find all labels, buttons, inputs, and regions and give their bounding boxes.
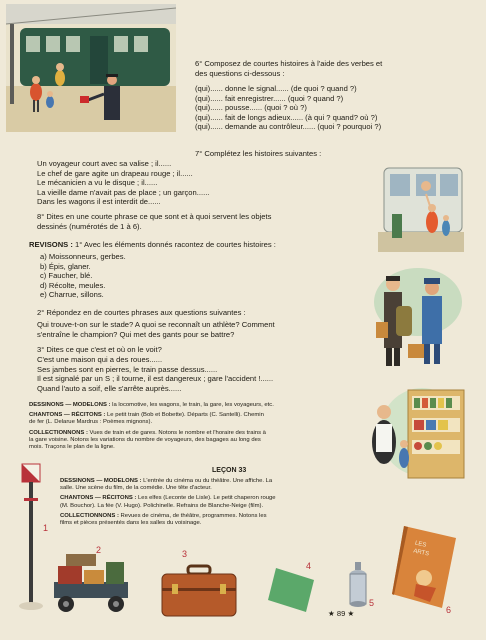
revisons-intro <box>29 240 276 250</box>
train-station-illustration <box>6 4 176 132</box>
exercise-6-line: (qui)...... pousse...... (quoi ? où ?) <box>195 103 307 113</box>
lecon-dessinons-text-2: salle. Une scène du film, de la comédie. Une tête d'acteur. <box>60 485 212 492</box>
revisons-q3: 3° Dites ce que c'est et où on le voit? <box>37 345 162 354</box>
chantons-text-2: de fer (L. Delarue Mardrus : Poèmes mignons). <box>29 419 153 426</box>
exercise-7-line: Un voyageur court avec sa valise ; il...... <box>37 159 172 168</box>
exercise-6-intro-line-1: 6° Composez de courtes histoires à l'aide des verbes et <box>195 59 383 68</box>
level-crossing-sign-illustration <box>16 462 49 612</box>
station-kiosk-illustration <box>362 382 466 494</box>
exercise-7-title: 7° Complétez les histoires suivantes : <box>195 149 322 158</box>
lecon-block <box>60 478 276 527</box>
book-cover-word-2: ARTS <box>412 548 430 558</box>
exercise-6-line: (qui)...... fait de longs adieux...... (à qui ? quand? où ?) <box>195 112 378 122</box>
oil-can-illustration <box>346 562 370 608</box>
collectionnons-line <box>29 430 274 437</box>
lecon-chantons-label: CHANTONS — RÉCITONS : <box>60 495 137 502</box>
revisons-item: b) Épis, glaner. <box>40 261 91 271</box>
revisons-q2-line: s'entraîne le champion? Qui met des gants pour se battre? <box>37 329 235 339</box>
lecon-chantons-text-2: (M. Bouchor). La fée (V. Hugo). Polichinelle. Refrains de Blanche-Neige (film). <box>60 502 264 509</box>
activities-block <box>29 402 274 451</box>
collectionnons-text-1: Vues de train et de gares. Notons le nombre et l'horaire des trains à <box>89 429 266 436</box>
lecon-dessinons-text-1: L'entrée du cinéma ou du théâtre. Une affiche. La <box>143 478 273 484</box>
exercise-6-line: (qui)...... fait enregistrer...... (quoi ? quand ?) <box>195 93 344 103</box>
exercise-7-line: Le chef de gare agite un drapeau rouge ; il...... <box>37 168 193 178</box>
exercise-7-line: Dans les wagons il est interdit de...... <box>37 197 161 207</box>
chantons-text-1: Le petit train (Bob et Bobette). Départs (C. Santelli). Chemin <box>107 412 264 419</box>
revisons-q3-line: Il est signalé par un S ; il tourne, il est dangereux ; gare l'accident !...... <box>37 374 274 384</box>
lecon-dessinons-label: DESSINONS — MODELONS : <box>60 478 142 484</box>
revisons-q3-line: Quand l'auto a soif, elle s'arrête auprès...... <box>37 383 182 393</box>
revisons-q3-line: C'est une maison qui a des roues...... <box>37 355 163 364</box>
revisons-item: c) Faucher, blé. <box>40 271 93 281</box>
dessinons-label: DESSINONS — MODELONS : <box>29 402 111 408</box>
revisons-heading: REVISONS : <box>29 240 73 249</box>
chantons-line <box>29 412 274 419</box>
page-number: ★ 89 ★ <box>328 609 355 618</box>
exercise-8 <box>37 212 271 231</box>
exercise-7-line: La vieille dame n'avait pas de place ; un garçon...... <box>37 187 210 197</box>
book-les-arts-illustration <box>390 522 460 612</box>
collectionnons-text-3: mois. Traçons le plan de la ligne. <box>29 444 115 451</box>
exercise-7-list <box>37 159 209 207</box>
revisons-q2-line: Qui trouve-t-on sur le stade? A quoi se reconnaît un athlète? Comment <box>37 320 275 329</box>
suitcase-illustration <box>160 564 238 618</box>
book-cover-title <box>413 540 432 559</box>
exercise-6 <box>195 59 382 78</box>
revisons-q3-lines <box>37 355 273 393</box>
object-number-6: 6 <box>446 605 452 615</box>
object-number-3: 3 <box>182 549 188 559</box>
lecon-chantons-text-1: Les elfes (Leconte de Lisle). Le petit chaperon rouge <box>138 495 276 502</box>
exercise-6-line: (qui)...... donne le signal...... (de quoi ? quand ?) <box>195 84 357 93</box>
lecon-dessinons-line <box>60 478 276 485</box>
collectionnons-text-2: la gare voisine. Notons les variations du nombre de voyageurs, des bagages au long des <box>29 436 261 443</box>
revisons-q2-lines <box>37 320 275 339</box>
exercise-6-line: (qui)...... demande au contrôleur...... (quoi ? pourquoi ?) <box>195 122 382 132</box>
train-window-farewell-illustration <box>378 166 464 252</box>
object-number-4: 4 <box>306 561 312 571</box>
lecon-collectionnons-text-1: Revues de cinéma, de théâtre, programmes. Notons les <box>120 512 267 519</box>
porter-and-traveler-illustration <box>370 262 466 374</box>
exercise-6-list <box>195 84 381 132</box>
exercise-6-intro-line-2: des questions ci-dessous : <box>195 68 285 78</box>
revisons-item: d) Récolte, meules. <box>40 280 106 290</box>
lecon-collectionnons-text-2: films et pièces présentés dans les salles du voisinage. <box>60 520 202 527</box>
revisons-item: a) Moissonneurs, gerbes. <box>40 252 126 261</box>
object-number-5: 5 <box>369 598 375 608</box>
exercise-7-line: Le mécanicien a vu le disque ; il...... <box>37 178 158 188</box>
ticket-illustration <box>266 566 316 614</box>
book-cover-word-1: LES <box>414 540 427 549</box>
revisons-q2: 2° Répondez en de courtes phrases aux questions suivantes : <box>37 308 246 317</box>
luggage-cart-illustration <box>48 545 134 614</box>
lecon-title: LEÇON 33 <box>212 467 247 474</box>
dessinons-text: la locomotive, les wagons, le train, la gare, les voyageurs, etc. <box>112 402 274 408</box>
lecon-chantons-line <box>60 495 276 502</box>
chantons-label: CHANTONS — RÉCITONS : <box>29 412 106 419</box>
exercise-8-line: 8° Dites en une courte phrase ce que sont et à quoi servent les objets <box>37 212 272 221</box>
object-number-2: 2 <box>96 545 102 555</box>
object-number-1: 1 <box>43 523 49 533</box>
revisons-item: e) Charrue, sillons. <box>40 290 104 300</box>
exercise-8-line: dessinés (numérotés de 1 à 6). <box>37 221 142 231</box>
revisons-items <box>40 252 126 300</box>
lecon-collectionnons-line <box>60 513 276 520</box>
revisons-instruction: 1° Avec les éléments donnés racontez de courtes histoires : <box>75 240 276 249</box>
dessinons-line <box>29 402 274 409</box>
lecon-collectionnons-label: COLLECTIONNONS : <box>60 512 119 519</box>
revisons-q3-line: Ses jambes sont en pierres, le train passe dessus...... <box>37 364 218 374</box>
collectionnons-label: COLLECTIONNONS : <box>29 429 88 436</box>
